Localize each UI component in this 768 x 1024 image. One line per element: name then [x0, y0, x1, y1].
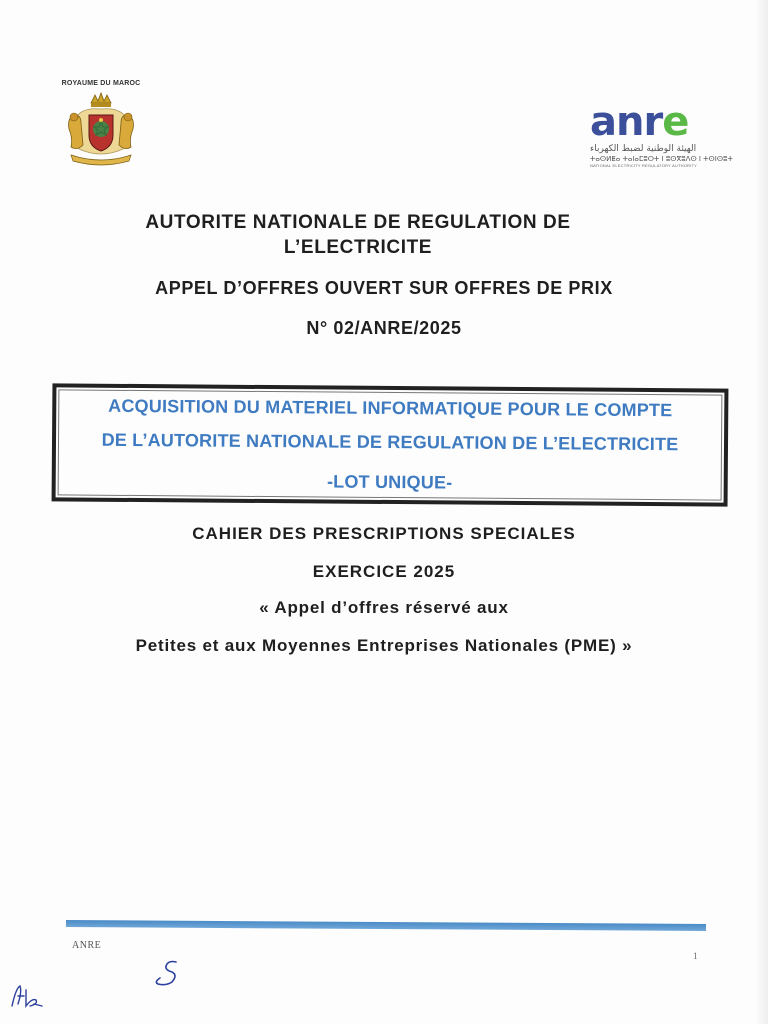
kingdom-header — [58, 80, 144, 169]
anre-arabic-name: الهيئة الوطنية لضبط الكهرباء — [590, 144, 697, 154]
anre-wordmark-accent: e — [662, 99, 689, 145]
anre-english-name: NATIONAL ELECTRICITY REGULATORY AUTHORITY — [590, 163, 697, 168]
reservation-line-1: « Appel d’offres réservé aux — [259, 598, 509, 617]
footer-rule — [66, 920, 706, 931]
kingdom-label: ROYAUME DU MAROC — [61, 80, 141, 87]
handwritten-initial-icon — [150, 956, 186, 992]
handwritten-signature-icon — [8, 982, 48, 1012]
footer-label: ANRE — [72, 940, 102, 951]
reservation-line-2: Petites et aux Moyennes Entreprises Nationales (PME) » — [135, 636, 633, 655]
anre-wordmark — [590, 99, 725, 145]
tender-type: APPEL D’OFFRES OUVERT SUR OFFRES DE PRIX — [155, 278, 613, 298]
tender-number: N° 02/ANRE/2025 — [306, 318, 462, 338]
scan-edge — [754, 0, 768, 1024]
subject-frame — [52, 383, 729, 506]
authority-title: AUTORITE NATIONALE DE REGULATION DE L’ELECTRICITE — [145, 212, 571, 258]
subject-line-2: DE L’AUTORITE NATIONALE DE REGULATION DE L’ELECTRICITE — [101, 429, 679, 455]
page-number: 1 — [693, 951, 698, 961]
coat-of-arms-icon — [61, 89, 141, 169]
exercice-year: EXERCICE 2025 — [312, 562, 456, 581]
lot-label: -LOT UNIQUE- — [326, 471, 453, 493]
cahier-title: CAHIER DES PRESCRIPTIONS SPECIALES — [192, 524, 576, 543]
anre-logo — [590, 99, 733, 168]
anre-wordmark-primary: anr — [590, 99, 663, 145]
subject-line-1: ACQUISITION DU MATERIEL INFORMATIQUE POUR LE COMPTE — [108, 395, 673, 421]
anre-tifinagh-name: ⵜⴰⵙⵍⵟⴰ ⵜⴰⵏⴰⵎⵓⵔⵜ ⵏ ⵓⵙⴳⵓⴷⵙ ⵏ ⵜⵙⵏⵙⵓⵜ — [590, 155, 733, 163]
